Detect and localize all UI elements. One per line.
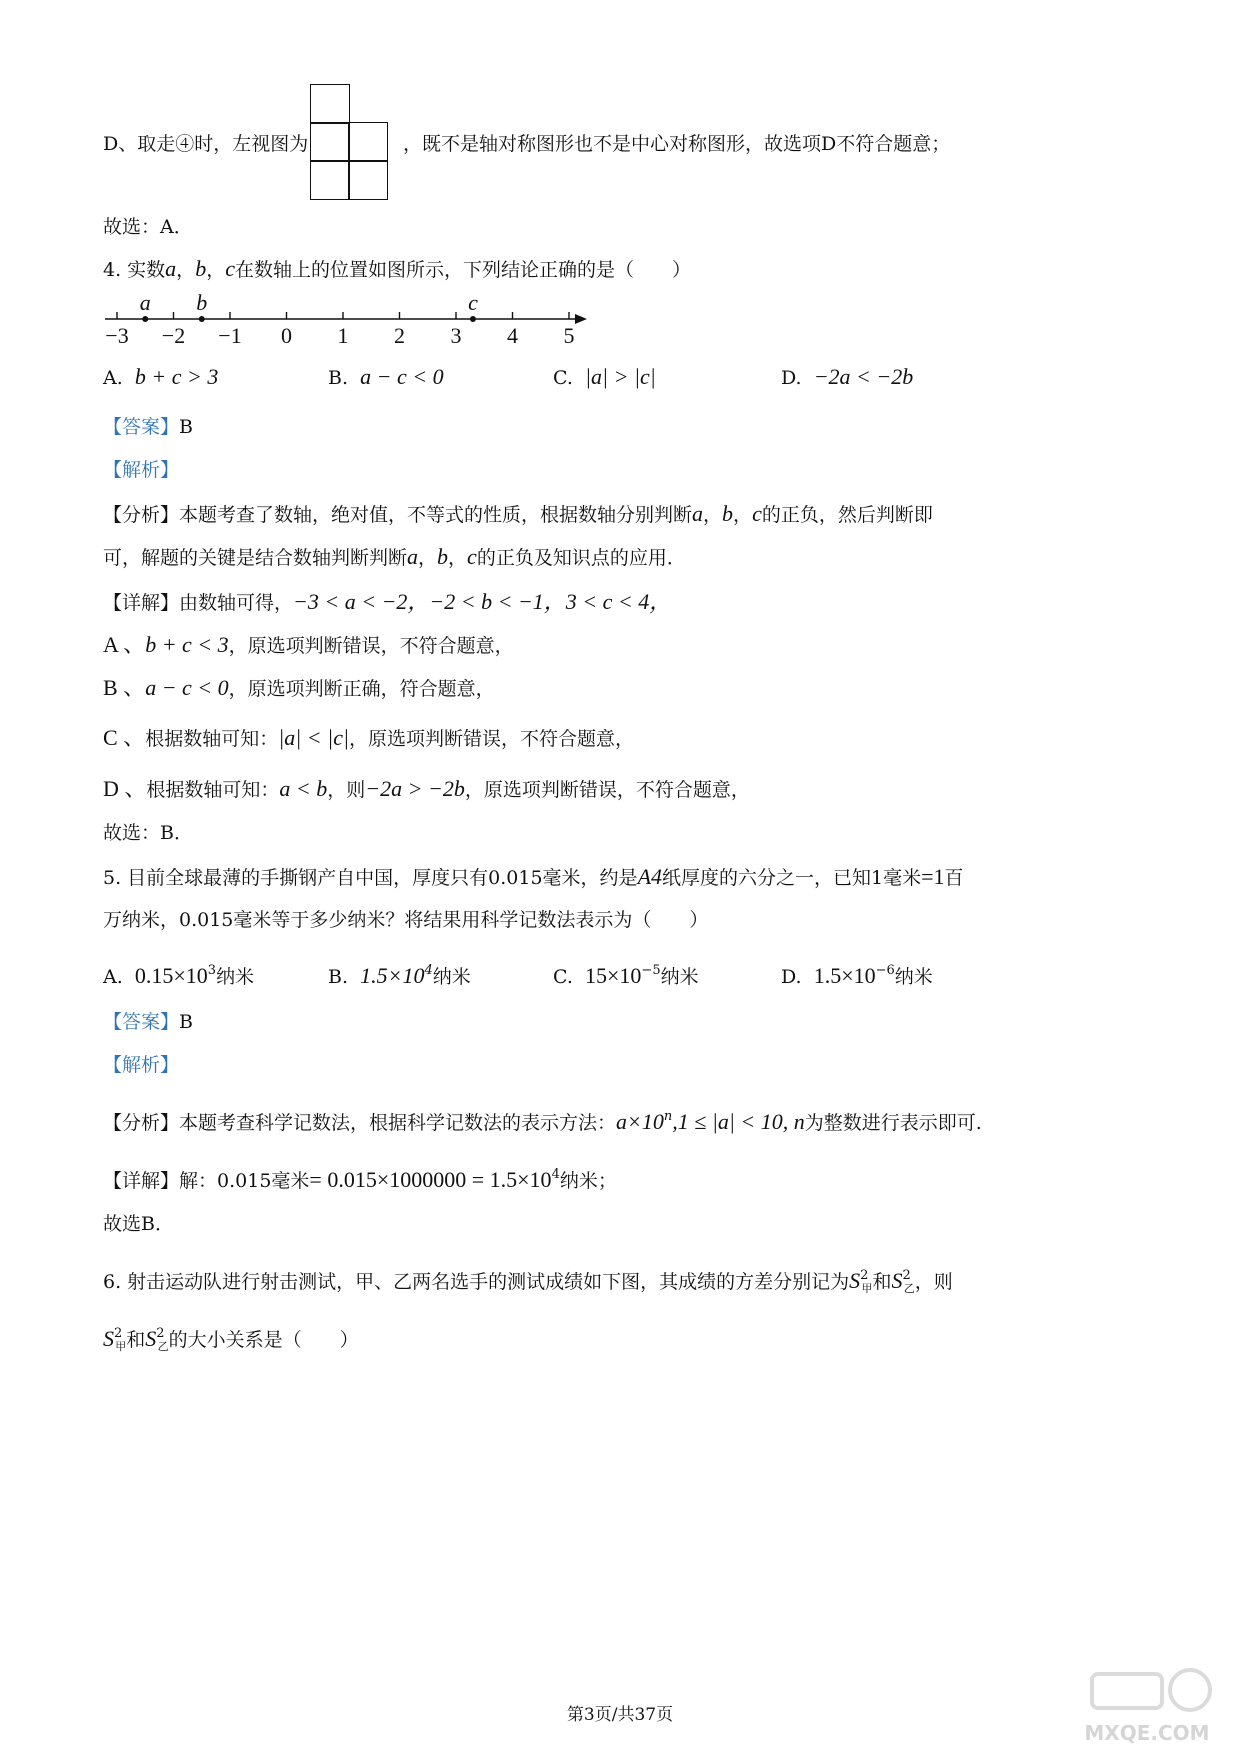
q5-stem-2: 万纳米，0.015毫米等于多少纳米？将结果用科学记数法表示为（ ） (103, 909, 709, 931)
q4-fenxi-2: 可，解题的关键是结合数轴判断判断a，b，c的正负及知识点的应用． (103, 544, 686, 569)
q4-detail-b: B 、a − c < 0，原选项判断正确，符合题意， (103, 675, 495, 700)
q4-option-a: A. b + c > 3 (103, 364, 219, 389)
q5-option-d: D. $1.5\times 10^{-6}$纳米 (781, 963, 933, 988)
q4-option-c: C. |a| > |c| (553, 364, 656, 389)
q3-d-prefix: D、取走④时，左视图为 (103, 133, 309, 155)
number-line-point-b (199, 316, 205, 322)
watermark-logo (1072, 1664, 1222, 1748)
q5-stem-1: 5. 目前全球最薄的手撕钢产自中国，厚度只有0.015毫米，约是A4纸厚度的六分之一，已知1毫米=1百 (103, 864, 964, 889)
number-line-tick-label: −2 (161, 323, 186, 348)
q5-xiangjie: 【详解】解：0.015毫米= $0.015\times 1000000 = 1.5\times 10^4$纳米； (103, 1167, 617, 1192)
q4-conclusion: 故选：B． (103, 822, 193, 844)
number-line-tick-label: 5 (563, 323, 575, 348)
number-line-tick-label: 4 (507, 323, 518, 348)
q4-stem: 4. 实数a，b，c在数轴上的位置如图所示，下列结论正确的是（ ） (103, 256, 691, 281)
q5-conclusion: 故选B． (103, 1213, 174, 1235)
q4-option-b: B. a − c < 0 (328, 364, 444, 389)
number-line-tick-label: 2 (394, 323, 405, 348)
q3-d-suffix: ，既不是轴对称图形也不是中心对称图形，故选项D不符合题意； (403, 133, 951, 155)
q5-answer: 【答案】B (103, 1011, 193, 1033)
q5-option-c: C. $15\times 10^{-5}$纳米 (553, 963, 699, 988)
q4-detail-a: A 、b + c < 3，原选项判断错误，不符合题意， (103, 632, 514, 657)
number-line-arrow (575, 314, 587, 324)
number-line-point-label: a (139, 290, 151, 315)
number-line-figure (95, 285, 605, 355)
number-line-tick-label: 3 (450, 323, 462, 348)
q5-option-b: B. $1.5\times 10^4$纳米 (328, 963, 471, 988)
q5-analysis-tag: 【解析】 (103, 1054, 180, 1076)
q6-stem-2: $S^2_甲$和$S^2_乙$的大小关系是（ ） (103, 1326, 359, 1353)
q4-fenxi-1: 【分析】本题考查了数轴，绝对值，不等式的性质，根据数轴分别判断a，b，c的正负，然后判断即 (103, 501, 933, 526)
q3-conclusion: 故选：A． (103, 216, 193, 238)
q4-detail-c: C 、根据数轴可知：|a| < |c|，原选项判断错误，不符合题意， (103, 725, 635, 750)
number-line-point-a (142, 316, 148, 322)
number-line-tick-label: −3 (105, 323, 129, 348)
q4-answer: 【答案】B (103, 416, 193, 438)
q4-option-d: D. −2a < −2b (781, 364, 914, 389)
q6-stem-1: 6. 射击运动队进行射击测试，甲、乙两名选手的测试成绩如下图，其成绩的方差分别记为$S^2_甲$和$S^2_乙$，则 (103, 1268, 953, 1295)
q4-xiangjie: 【详解】由数轴可得，−3 < a < −2，−2 < b < −1，3 < c < 4， (103, 589, 672, 614)
q5-option-a: A. $0.15\times 10^3$纳米 (103, 963, 255, 988)
q4-analysis-tag: 【解析】 (103, 459, 180, 481)
number-line-point-label: b (196, 290, 208, 315)
q4-detail-d: D 、根据数轴可知：a < b，则−2a > −2b，原选项判断错误，不符合题意， (103, 776, 750, 801)
number-line-point-label: c (468, 290, 478, 315)
number-line-tick-label: 0 (281, 323, 292, 348)
number-line-point-c (470, 316, 476, 322)
q5-fenxi: 【分析】本题考查科学记数法，根据科学记数法的表示方法：$a\times 10^n,1 \le |a| < 10$, n为整数进行表示即可. (103, 1109, 982, 1134)
page-footer: 第3页/共37页 (566, 1705, 674, 1725)
svg-text:MXQE.COM: MXQE.COM (1084, 1721, 1210, 1745)
number-line-tick-label: −1 (218, 323, 242, 348)
number-line-tick-label: 1 (337, 323, 349, 348)
